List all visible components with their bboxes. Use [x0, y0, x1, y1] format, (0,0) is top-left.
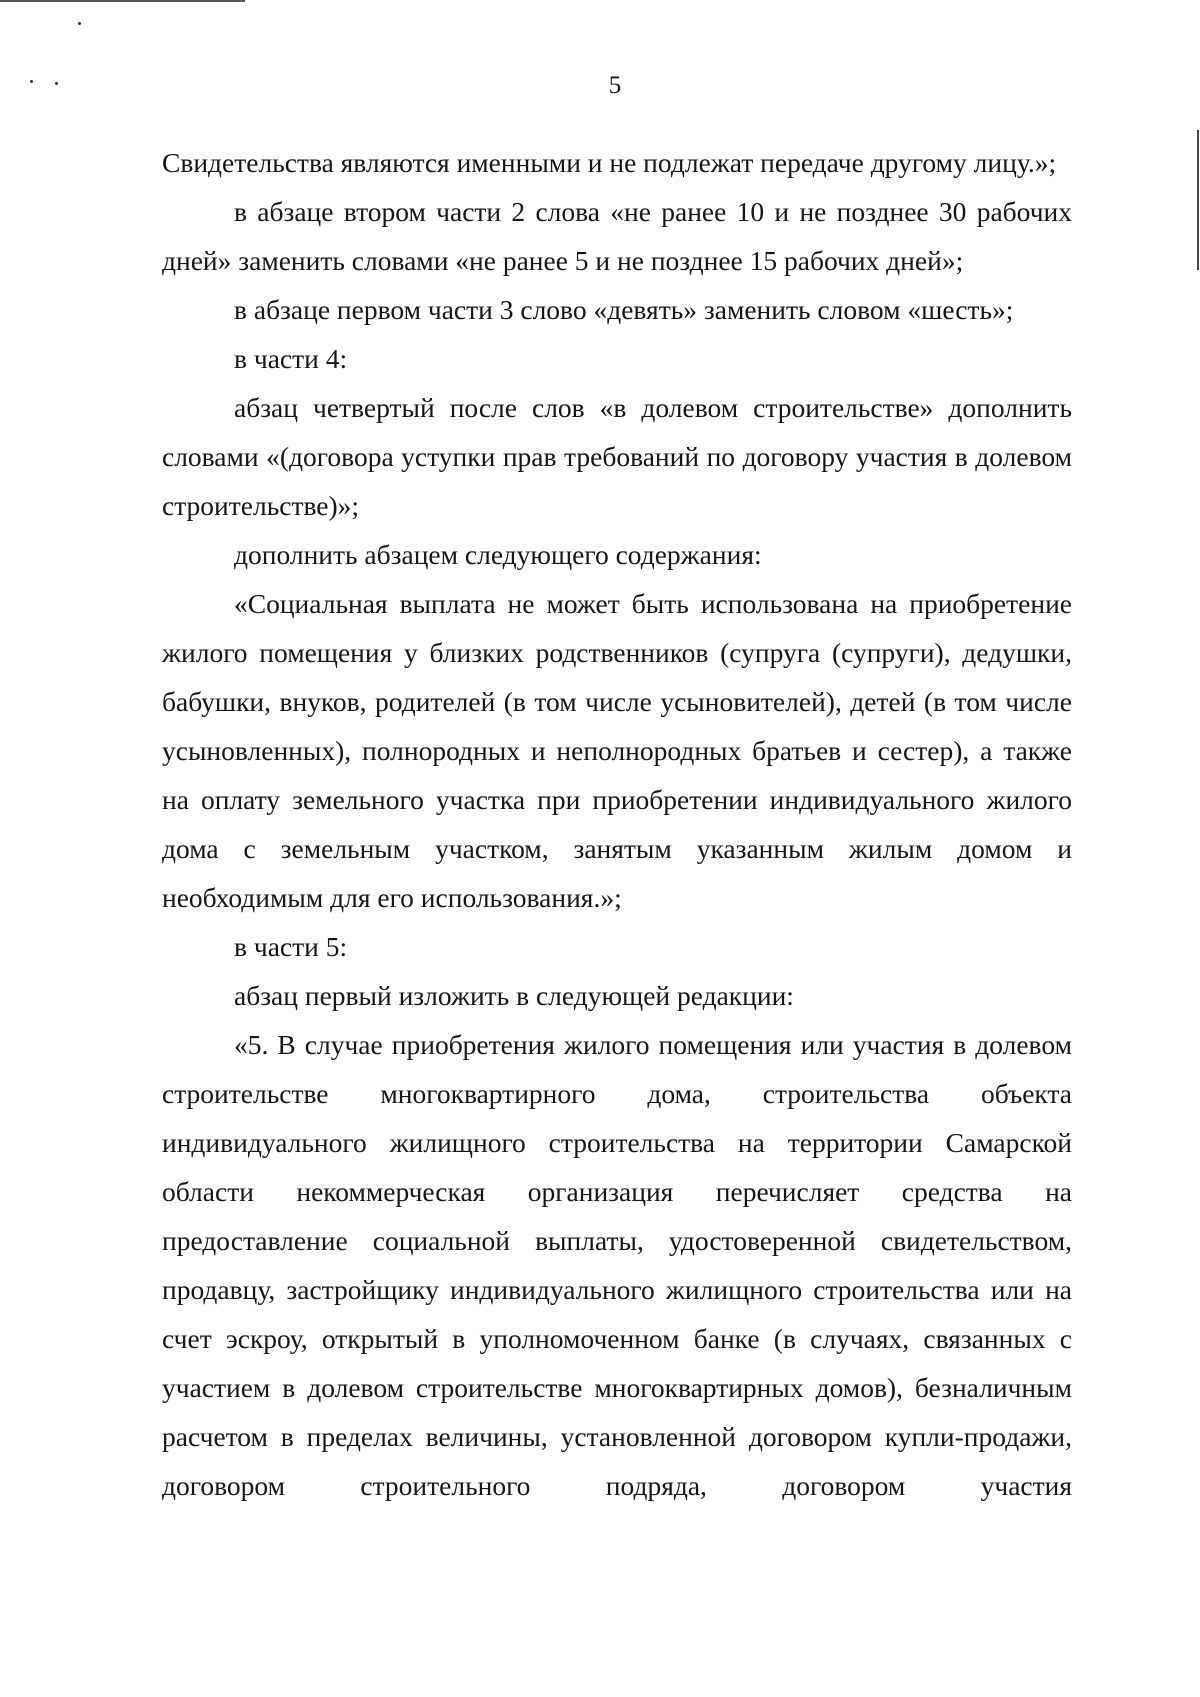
paragraph: в абзаце первом части 3 слово «девять» заменить словом «шесть»;: [234, 294, 1014, 325]
paragraph: в абзаце втором части 2 слова «не ранее 10 и не позднее 30 рабочих дней» заменить словами «не ранее 5 и не позднее 15 рабочих дней»;: [162, 196, 1072, 276]
page-number: 5: [608, 72, 622, 99]
scan-edge-right: [1197, 130, 1199, 270]
document-body: [162, 138, 1072, 1510]
paragraph: абзац четвертый после слов «в долевом строительстве» дополнить словами «(договора уступки прав требований по договору участия в долевом строительстве)»;: [162, 392, 1072, 521]
scan-edge-top: [0, 0, 245, 2]
paragraph: абзац первый изложить в следующей редакции:: [234, 980, 794, 1011]
paragraph: в части 4:: [234, 343, 348, 374]
paragraph: Свидетельства являются именными и не подлежат передаче другому лицу.»;: [162, 147, 1057, 178]
paragraph: в части 5:: [234, 931, 348, 962]
scan-speck: [78, 22, 81, 25]
paragraph: «Социальная выплата не может быть использована на приобретение жилого помещения у близких родственников (супруга (супруги), дедушки, бабушки, внуков, родителей (в том числе усыновителей), детей (в том числе усыновленных), полнородных и неполнородных братьев и сестер), а также на оплату земельного участка при приобретении индивидуального жилого дома с земельным участком, занятым указанным жилым домом и необходимым для его использования.»;: [162, 588, 1072, 913]
paragraph: «5. В случае приобретения жилого помещения или участия в долевом строительстве многоквартирного дома, строительства объекта индивидуального жилищного строительства на территории Самарской области некоммерческая организация перечисляет средства на предоставление социальной выплаты, удостоверенной свидетельством, продавцу, застройщику индивидуального жилищного строительства или на счет эскроу, открытый в уполномоченном банке (в случаях, связанных с участием в долевом строительстве многоквартирных домов), безналичным расчетом в пределах величины, установленной договором купли-продажи, договором строительного подряда, договором участия: [162, 1029, 1072, 1501]
paragraph: дополнить абзацем следующего содержания:: [234, 539, 762, 570]
